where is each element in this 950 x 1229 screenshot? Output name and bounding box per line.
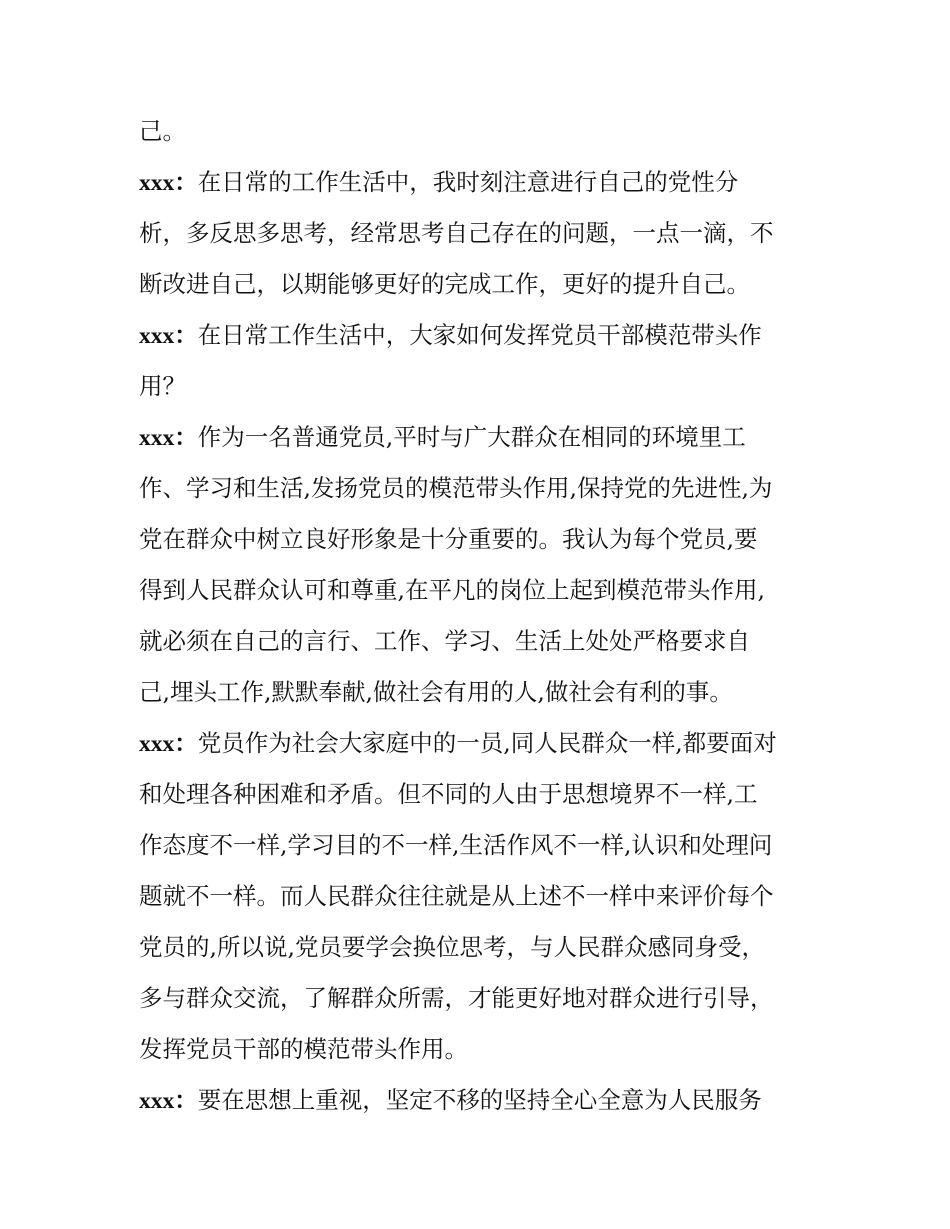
text-line [139,1024,819,1075]
text-line [139,667,819,718]
text-line [139,565,819,616]
body-text [139,106,819,1126]
line-text: 断改进自己，以期能够更好的完成工作，更好的提升自己。 [139,270,750,298]
speaker-label: xxx： [139,170,198,196]
text-line [139,769,819,820]
text-line [139,973,819,1024]
line-text: 在日常工作生活中，大家如何发挥党员干部模范带头作 [197,321,762,349]
line-text: 用？ [139,372,186,400]
line-text: 作为一名普通党员,平时与广大群众在相同的环境里工 [197,423,746,451]
text-line [139,514,819,565]
text-line [139,1075,819,1126]
text-line [139,310,819,361]
line-text: 就必须在自己的言行、工作、学习、生活上处处严格要求自 [139,627,750,655]
text-line [139,106,819,157]
text-line [139,922,819,973]
speaker-label: xxx： [139,323,198,349]
text-line [139,259,819,310]
line-text: 和处理各种困难和矛盾。但不同的人由于思想境界不一样,工 [139,780,758,808]
line-text: 发挥党员干部的模范带头作用。 [139,1035,468,1063]
line-text: 党员作为社会大家庭中的一员,同人民群众一样,都要面对 [197,729,777,757]
line-text: 得到人民群众认可和尊重,在平凡的岗位上起到模范带头作用, [139,576,765,604]
line-text: 析，多反思多思考，经常思考自己存在的问题，一点一滴，不 [139,219,774,247]
line-text: 要在思想上重视，坚定不移的坚持全心全意为人民服务 [197,1086,762,1114]
line-text: 作态度不一样,学习目的不一样,生活作风不一样,认识和处理问 [139,831,773,859]
text-line [139,157,819,208]
speaker-label: xxx： [139,1088,198,1114]
line-text: 党员的,所以说,党员要学会换位思考，与人民群众感同身受， [139,933,765,961]
line-text: 党在群众中树立良好形象是十分重要的。我认为每个党员,要 [139,525,758,553]
text-line [139,361,819,412]
text-line [139,718,819,769]
line-text: 作、学习和生活,发扬党员的模范带头作用,保持党的先进性,为 [139,474,773,502]
speaker-label: xxx： [139,731,198,757]
line-text: 题就不一样。而人民群众往往就是从上述不一样中来评价每个 [139,882,774,910]
line-text: 在日常的工作生活中，我时刻注意进行自己的党性分 [197,168,739,196]
text-line [139,616,819,667]
line-text: 己,埋头工作,默默奉献,做社会有用的人,做社会有利的事。 [139,678,733,706]
text-line [139,208,819,259]
text-line [139,871,819,922]
speaker-label: xxx： [139,425,198,451]
text-line [139,412,819,463]
text-line [139,463,819,514]
text-line [139,820,819,871]
line-text: 己。 [139,117,186,145]
line-text: 多与群众交流，了解群众所需，才能更好地对群众进行引导， [139,984,774,1012]
